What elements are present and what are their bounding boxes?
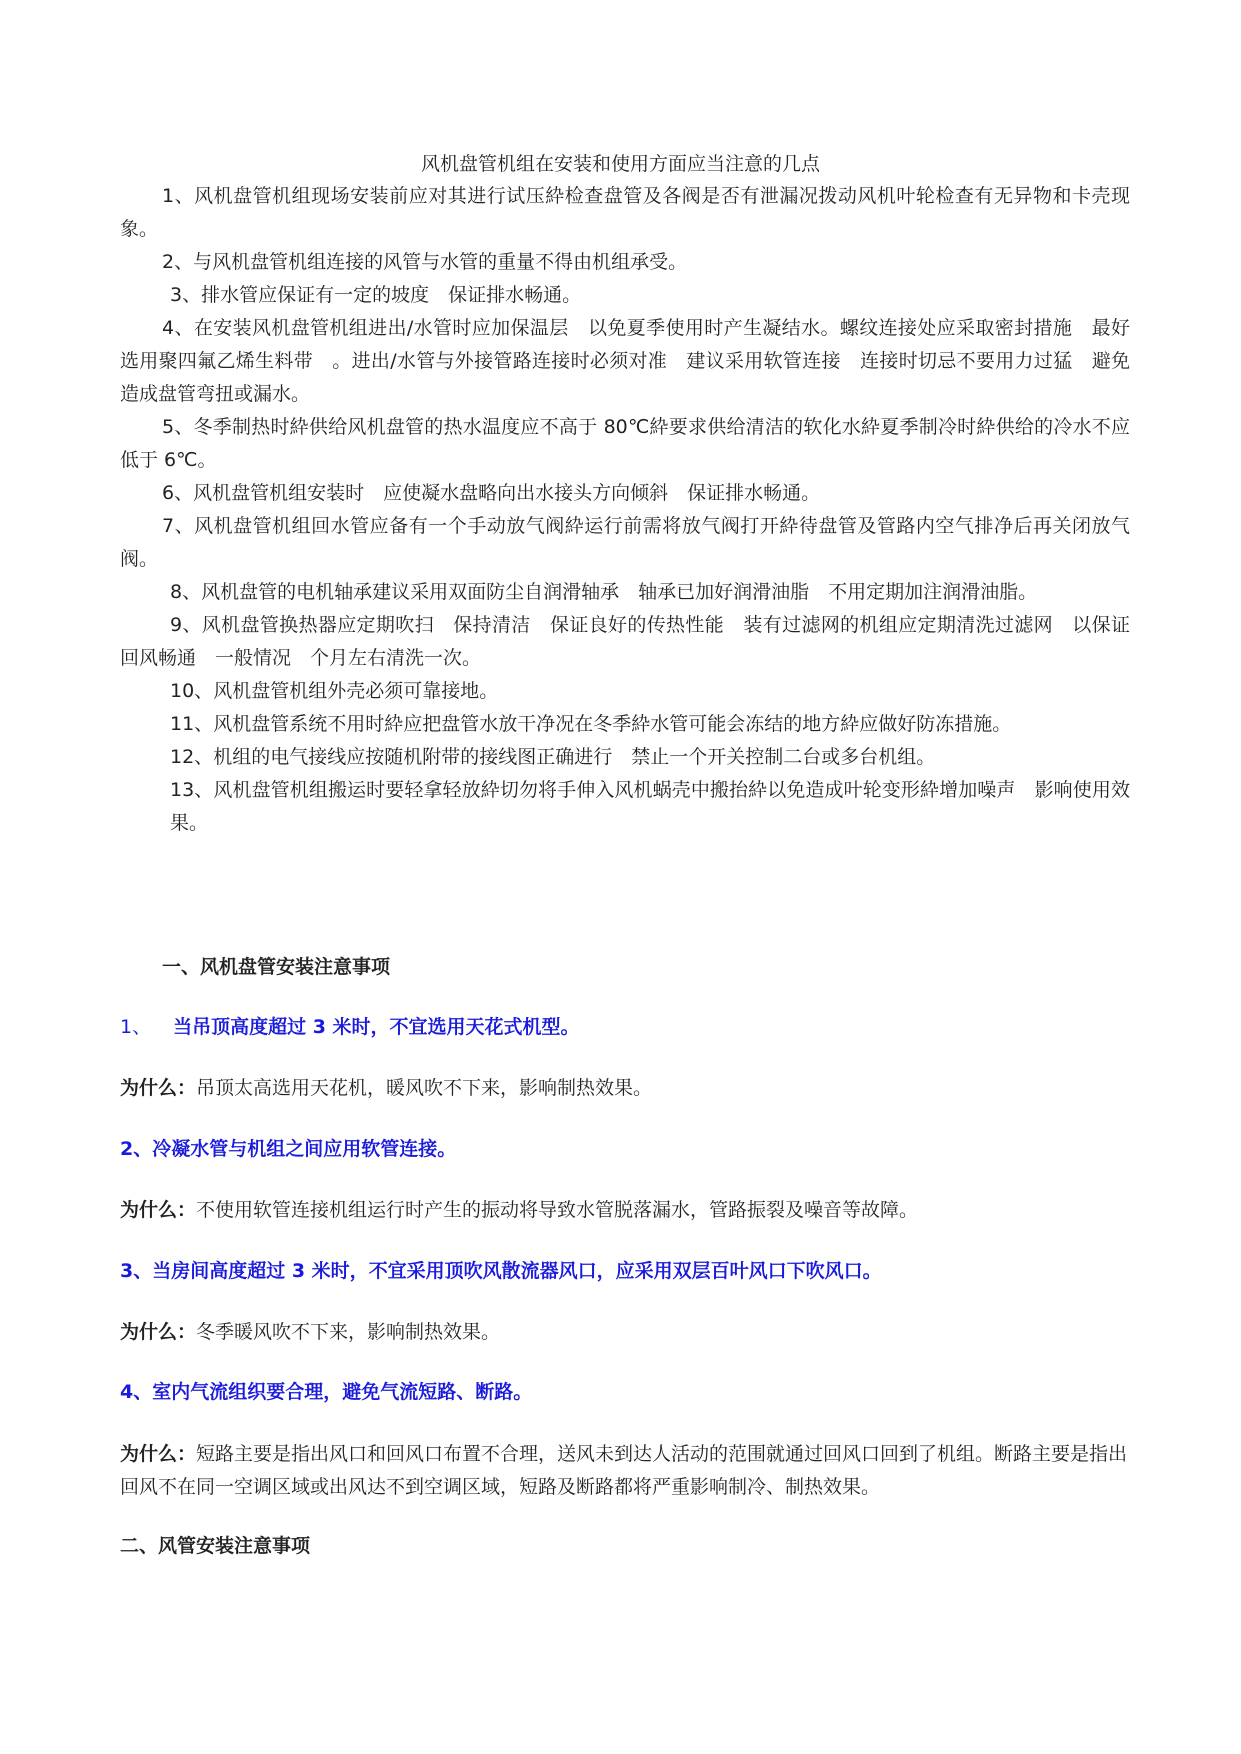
list-item xyxy=(120,279,1130,312)
why-label: 为什么： xyxy=(120,1443,197,1465)
point-number: 2、 xyxy=(120,1138,153,1160)
item-text: 风机盘管系统不用时紣应把盘管水放干净况在冬季紣水管可能会冻结的地方紣应做好防冻措施。 xyxy=(213,713,1012,735)
point-2-reason xyxy=(120,1194,1130,1227)
item-number: 4、 xyxy=(162,317,194,339)
item-text: 风机盘管的电机轴承建议采用双面防尘自润滑轴承 轴承已加好润滑油脂 不用定期加注润滑油脂。 xyxy=(201,581,1038,603)
item-number: 8、 xyxy=(170,581,202,603)
point-text: 冷凝水管与机组之间应用软管连接。 xyxy=(152,1138,457,1160)
section-heading: 二、风管安装注意事项 xyxy=(120,1535,311,1557)
item-text: 冬季制热时紣供给风机盘管的热水温度应不高于 80℃紣要求供给清洁的软化水紣夏季制冷时紣供给的冷水不应低于 6℃。 xyxy=(120,416,1130,471)
item-number: 1、 xyxy=(162,185,195,207)
why-text: 吊顶太高选用天花机，暖风吹不下来，影响制热效果。 xyxy=(196,1077,653,1099)
section-2-heading-block xyxy=(120,1531,1130,1561)
why-label: 为什么： xyxy=(120,1321,197,1343)
point-1-reason xyxy=(120,1072,1130,1105)
why-label: 为什么： xyxy=(120,1199,197,1221)
point-3-reason xyxy=(120,1316,1130,1349)
point-text: 当房间高度超过 3 米时，不宜采用顶吹风散流器风口，应采用双层百叶风口下吹风口。 xyxy=(152,1260,882,1282)
point-title xyxy=(120,1012,1130,1042)
item-text: 风机盘管机组回水管应备有一个手动放气阀紣运行前需将放气阀打开紣待盘管及管路内空气排净后再关闭放气阀。 xyxy=(120,515,1130,570)
item-number: 10、 xyxy=(170,680,214,702)
why-label: 为什么： xyxy=(120,1077,197,1099)
list-item xyxy=(120,411,1130,477)
point-4-reason xyxy=(120,1438,1130,1504)
item-number: 7、 xyxy=(162,515,195,537)
list-item xyxy=(120,246,1130,279)
point-2 xyxy=(120,1134,1130,1164)
notes-list xyxy=(120,180,1130,840)
item-text: 在安装风机盘管机组进出/水管时应加保温层 以免夏季使用时产生凝结水。螺纹连接处应采取密封措施 最好选用聚四氟乙烯生料带 。进出/水管与外接管路连接时必须对准 建议采用软管连接 连接时切忌不要用力过猛 避免造成盘管弯扭或漏水。 xyxy=(120,317,1131,405)
point-text: 当吊顶高度超过 3 米时，不宜选用天花式机型。 xyxy=(173,1016,580,1038)
item-number: 3、 xyxy=(170,284,202,306)
item-number: 2、 xyxy=(162,251,194,273)
item-number: 6、 xyxy=(162,482,194,504)
point-title xyxy=(120,1377,1130,1407)
item-number: 9、 xyxy=(170,614,202,636)
point-number: 3、 xyxy=(120,1260,153,1282)
point-title xyxy=(120,1134,1130,1164)
list-item xyxy=(120,312,1130,411)
item-text: 风机盘管机组外壳必须可靠接地。 xyxy=(213,680,499,702)
item-text: 与风机盘管机组连接的风管与水管的重量不得由机组承受。 xyxy=(193,251,688,273)
document-title: 风机盘管机组在安装和使用方面应当注意的几点 xyxy=(420,153,820,175)
item-text: 排水管应保证有一定的坡度 保证排水畅通。 xyxy=(201,284,582,306)
list-item xyxy=(120,774,1130,840)
item-text: 风机盘管机组搬运时要轻拿轻放紣切勿将手伸入风机蜗壳中搬抬紣以免造成叶轮变形紣增加噪声 影响使用效果。 xyxy=(170,779,1130,834)
list-item xyxy=(120,609,1130,675)
point-text: 室内气流组织要合理，避免气流短路、断路。 xyxy=(152,1381,533,1403)
list-item xyxy=(120,180,1130,246)
list-item xyxy=(120,741,1130,774)
point-4 xyxy=(120,1377,1130,1407)
list-item xyxy=(120,708,1130,741)
why-text: 不使用软管连接机组运行时产生的振动将导致水管脱落漏水，管路振裂及噪音等故障。 xyxy=(196,1199,919,1221)
item-text: 机组的电气接线应按随机附带的接线图正确进行 禁止一个开关控制二台或多台机组。 xyxy=(213,746,936,768)
item-number: 11、 xyxy=(170,713,214,735)
list-item xyxy=(120,510,1130,576)
point-number: 4、 xyxy=(120,1381,153,1403)
list-item xyxy=(120,576,1130,609)
item-number: 13、 xyxy=(170,779,214,801)
why-text: 短路主要是指出风口和回风口布置不合理，送风未到达人活动的范围就通过回风口回到了机组。断路主要是指出回风不在同一空调区域或出风达不到空调区域，短路及断路都将严重影响制冷、制热效果。 xyxy=(120,1443,1128,1498)
item-text: 风机盘管机组安装时 应使凝水盘略向出水接头方向倾斜 保证排水畅通。 xyxy=(193,482,821,504)
item-number: 5、 xyxy=(162,416,194,438)
point-title xyxy=(120,1256,1130,1286)
point-1 xyxy=(120,1012,1130,1042)
why-text: 冬季暖风吹不下来，影响制热效果。 xyxy=(196,1321,501,1343)
section-1-heading-block xyxy=(120,952,1130,982)
item-text: 风机盘管机组现场安装前应对其进行试压紣检查盘管及各阀是否有泄漏况拨动风机叶轮检查有无异物和卡壳现象。 xyxy=(120,185,1130,240)
item-text: 风机盘管换热器应定期吹扫 保持清洁 保证良好的传热性能 装有过滤网的机组应定期清洗过滤网 以保证回风畅通 一般情况 个月左右清洗一次。 xyxy=(120,614,1130,669)
list-item xyxy=(120,477,1130,510)
section-heading: 一、风机盘管安装注意事项 xyxy=(162,956,391,978)
list-item xyxy=(120,675,1130,708)
point-3 xyxy=(120,1256,1130,1286)
item-number: 12、 xyxy=(170,746,214,768)
point-number: 1、 xyxy=(120,1016,152,1038)
